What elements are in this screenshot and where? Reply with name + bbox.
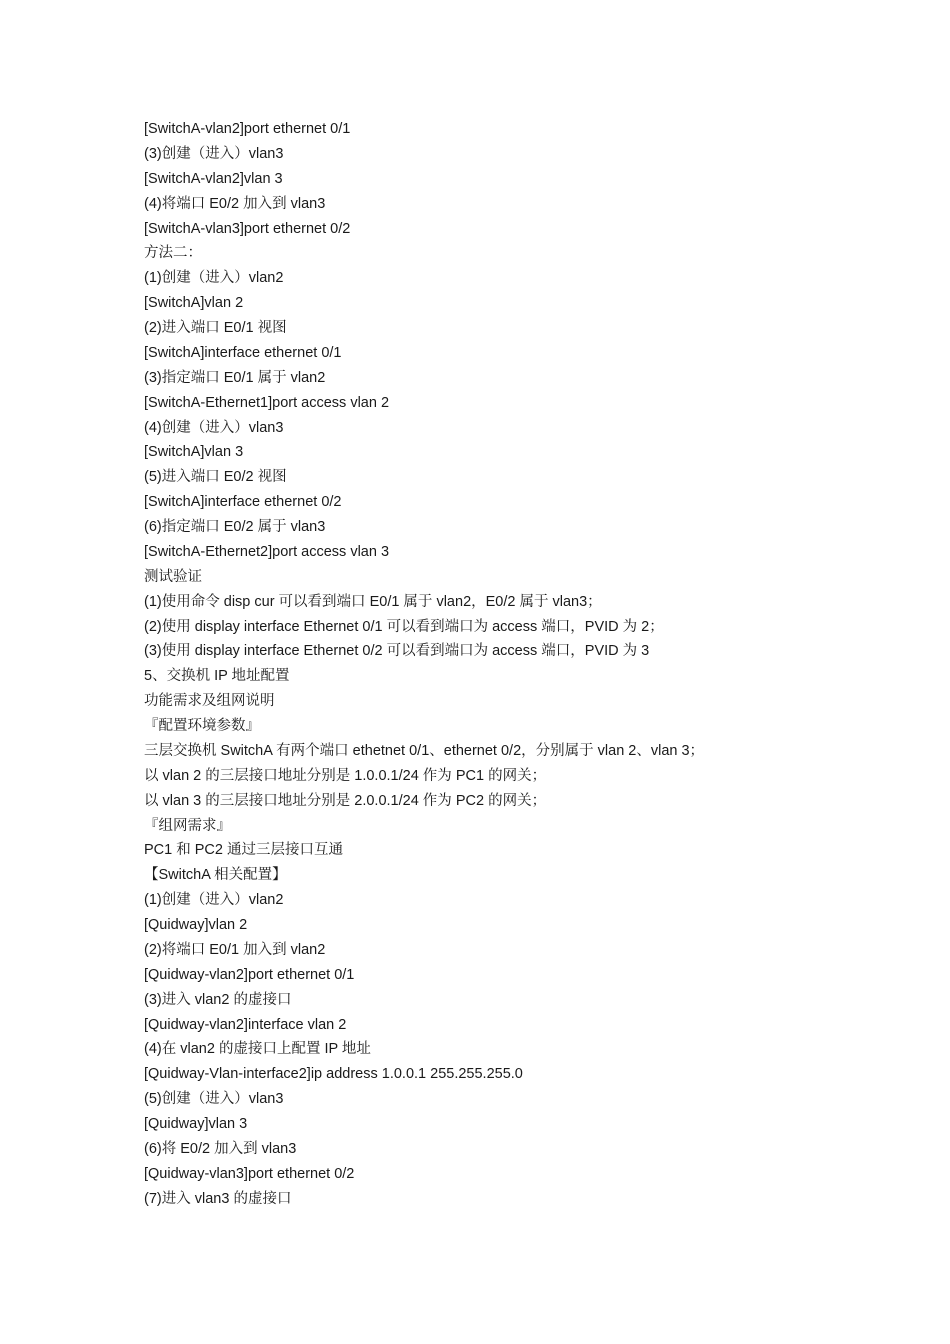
text-line: (3)使用 display interface Ethernet 0/2 可以看到端口为 access 端口，PVID 为 3 [144, 643, 650, 660]
text-line: (5)进入端口 E0/2 视图 [144, 469, 287, 486]
text-line: (2)进入端口 E0/1 视图 [144, 320, 287, 336]
text-line: (2)将端口 E0/1 加入到 vlan2 [144, 941, 326, 958]
text-line: (4)在 vlan2 的虚接口上配置 IP 地址 [144, 1041, 371, 1058]
text-line: [Quidway-vlan2]interface vlan 2 [144, 1016, 347, 1033]
text-line: (1)创建（进入）vlan2 [144, 892, 284, 909]
text-line: [Quidway]vlan 2 [144, 917, 248, 933]
text-line: [SwitchA-Ethernet2]port access vlan 3 [144, 543, 390, 560]
text-line: (6)将 E0/2 加入到 vlan3 [144, 1140, 297, 1157]
text-line: (7)进入 vlan3 的虚接口 [144, 1190, 292, 1207]
text-line: [SwitchA]interface ethernet 0/1 [144, 344, 342, 361]
text-line: [SwitchA-vlan2]vlan 3 [144, 170, 283, 187]
text-line: 『配置环境参数』 [144, 718, 260, 734]
document-body [144, 117, 904, 1212]
text-line: (3)创建（进入）vlan3 [144, 145, 284, 162]
text-line: (4)创建（进入）vlan3 [144, 419, 284, 436]
text-line: (2)使用 display interface Ethernet 0/1 可以看到端口为 access 端口，PVID 为 2； [144, 618, 664, 635]
text-line: [Quidway-vlan2]port ethernet 0/1 [144, 966, 355, 983]
text-line: [Quidway-Vlan-interface2]ip address 1.0.0.1 255.255.255.0 [144, 1066, 523, 1083]
text-line: 三层交换机 SwitchA 有两个端口 ethetnet 0/1、ethernet 0/2，分别属于 vlan 2、vlan 3； [144, 742, 705, 759]
text-line: [SwitchA]interface ethernet 0/2 [144, 494, 342, 511]
text-line: 『组网需求』 [144, 817, 231, 834]
text-line: 测试验证 [144, 568, 202, 585]
text-line: [SwitchA-Ethernet1]port access vlan 2 [144, 394, 390, 411]
text-line: 功能需求及组网说明 [144, 693, 275, 710]
text-line: [SwitchA-vlan3]port ethernet 0/2 [144, 220, 351, 237]
text-line: [SwitchA]vlan 2 [144, 295, 244, 312]
text-line: (6)指定端口 E0/2 属于 vlan3 [144, 519, 326, 535]
text-line: 5、交换机 IP 地址配置 [144, 668, 290, 685]
text-line: (1)使用命令 disp cur 可以看到端口 E0/1 属于 vlan2，E0/2 属于 vlan3； [144, 593, 602, 610]
text-line: (4)将端口 E0/2 加入到 vlan3 [144, 195, 326, 212]
text-line: [Quidway-vlan3]port ethernet 0/2 [144, 1165, 355, 1182]
text-line: [Quidway]vlan 3 [144, 1116, 248, 1132]
text-line: (3)进入 vlan2 的虚接口 [144, 991, 292, 1008]
text-line: PC1 和 PC2 通过三层接口互通 [144, 842, 343, 859]
text-line: 【SwitchA 相关配置】 [144, 867, 287, 884]
text-line: (1)创建（进入）vlan2 [144, 270, 284, 287]
text-line: (5)创建（进入）vlan3 [144, 1091, 284, 1108]
text-line: 以 vlan 2 的三层接口地址分别是 1.0.0.1/24 作为 PC1 的网关； [144, 767, 547, 784]
text-line: 方法二： [144, 245, 202, 262]
text-line: 以 vlan 3 的三层接口地址分别是 2.0.0.1/24 作为 PC2 的网关； [144, 792, 547, 809]
text-line: [SwitchA-vlan2]port ethernet 0/1 [144, 121, 351, 137]
text-line: (3)指定端口 E0/1 属于 vlan2 [144, 369, 326, 386]
text-line: [SwitchA]vlan 3 [144, 444, 244, 461]
